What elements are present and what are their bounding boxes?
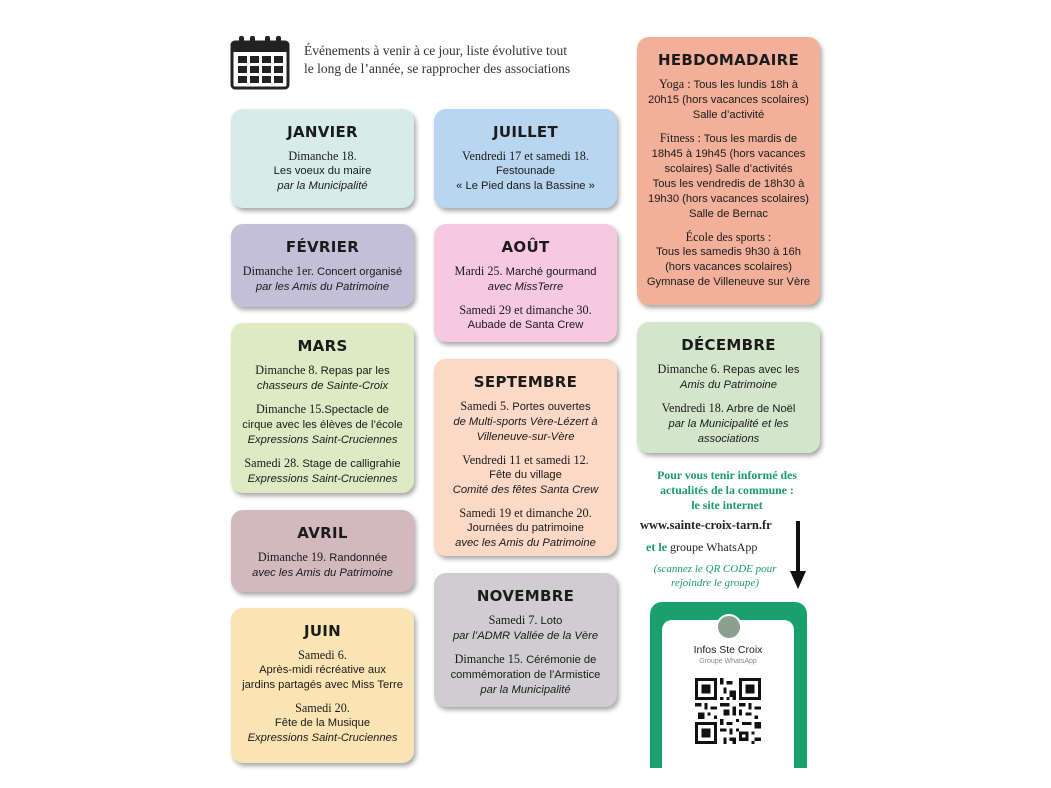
event: [440, 303, 611, 333]
event-organizer: associations: [697, 433, 760, 445]
event-line: jardins partagés avec Miss Terre: [242, 679, 403, 691]
event-line: Journées du patrimoine: [467, 522, 584, 534]
event-date: Dimanche 19.: [257, 550, 327, 564]
scan-line: (scannez le QR CODE pour: [653, 563, 777, 575]
event-date: Dimanche 8.: [255, 363, 318, 377]
whatsapp-prefix: et le: [646, 540, 667, 554]
header: [230, 34, 620, 94]
event-line: Salle d’activité: [692, 109, 765, 121]
month-title: AOÛT: [501, 238, 550, 256]
month-title: SEPTEMBRE: [473, 373, 578, 391]
event-organizer: par la Municipalité et les: [668, 418, 789, 430]
event-line: commémoration de l’Armistice: [450, 669, 601, 681]
event: [237, 648, 408, 693]
header-line-1: Événements à venir à ce jour, liste évolutive tout: [304, 43, 567, 58]
avatar: [716, 614, 742, 640]
event: [643, 401, 814, 447]
event: [440, 399, 611, 445]
activity-label: Yoga :: [658, 77, 691, 91]
event: [440, 506, 611, 551]
event-date: Vendredi 17 et samedi 18.: [462, 149, 589, 163]
event-organizer: Expressions Saint-Cruciennes: [247, 473, 398, 485]
event-organizer: Villeneuve-sur-Vère: [476, 431, 575, 443]
card-fevrier: [231, 224, 414, 307]
scan-line: rejoindre le groupe): [671, 577, 759, 589]
event-organizer: avec MissTerre: [487, 281, 564, 293]
event-ecole: [643, 230, 814, 290]
calendar-icon: [230, 34, 290, 90]
event: [237, 701, 408, 746]
event: [237, 550, 408, 581]
event-date: Samedi 6.: [298, 648, 347, 662]
event-organizer: par la Municipalité: [277, 180, 368, 192]
event-organizer: par les Amis du Patrimoine: [255, 281, 390, 293]
info-text: [638, 468, 816, 513]
event-line: Concert organisé: [313, 266, 403, 278]
month-title: FÉVRIER: [285, 238, 360, 256]
card-septembre: [434, 359, 617, 556]
event-line: Les voeux du maire: [273, 165, 372, 177]
event-date: Dimanche 1er.: [242, 264, 314, 278]
event-line: Tous les mardis de: [700, 133, 798, 145]
event-date: Samedi 20.: [295, 701, 350, 715]
card-juin: [231, 608, 414, 763]
event-line: Cérémonie de: [522, 654, 597, 666]
event-organizer: Amis du Patrimoine: [680, 379, 777, 391]
event-date: Samedi 7.: [488, 613, 538, 627]
event-organizer: par la Municipalité: [480, 684, 571, 696]
event: [237, 402, 408, 448]
event-date: Samedi 19 et dimanche 20.: [459, 506, 592, 520]
event-line: Tous les samedis 9h30 à 16h: [656, 246, 801, 258]
event-line: Spectacle de: [324, 404, 390, 416]
event: [237, 456, 408, 487]
event: [237, 149, 408, 194]
info-line: Pour vous tenir informé des: [657, 468, 797, 482]
event-organizer: par l’ADMR Vallée de la Vère: [452, 630, 599, 642]
event-line: Fête du village: [489, 469, 562, 481]
month-title: NOVEMBRE: [476, 587, 575, 605]
card-juillet: [434, 109, 617, 208]
event-line: 20h15 (hors vacances scolaires): [647, 94, 810, 106]
event-line: Salle de Bernac: [689, 208, 768, 220]
header-text: [304, 42, 624, 78]
card-aout: [434, 224, 617, 342]
scan-instructions: [640, 562, 790, 590]
event: [440, 652, 611, 698]
event-line: Gymnase de Villeneuve sur Vère: [646, 276, 811, 288]
event-line: Festounade: [495, 165, 556, 177]
event-line: Randonnée: [326, 552, 388, 564]
website-link[interactable]: www.sainte-croix-tarn.fr: [640, 518, 772, 532]
event: [440, 453, 611, 498]
card-hebdomadaire: [637, 37, 820, 305]
event-line: Repas par les: [317, 365, 390, 377]
card-janvier: [231, 109, 414, 208]
event: [440, 613, 611, 644]
qr-code-icon[interactable]: [695, 678, 761, 744]
event: [237, 363, 408, 394]
event-date: Samedi 28.: [244, 456, 300, 470]
event-line: « Le Pied dans la Bassine »: [456, 180, 595, 192]
event-organizer: chasseurs de Sainte-Croix: [256, 380, 389, 392]
event-organizer: avec les Amis du Patrimoine: [252, 567, 393, 579]
event-date: Vendredi 11 et samedi 12.: [462, 453, 589, 467]
event: [643, 362, 814, 393]
month-title: JANVIER: [287, 123, 358, 141]
info-line: le site internet: [691, 498, 763, 512]
qr-group-subtitle: Groupe WhatsApp: [699, 658, 757, 665]
month-title: HEBDOMADAIRE: [657, 51, 799, 69]
event-date: Dimanche 6.: [657, 362, 720, 376]
event-date: Vendredi 18.: [661, 401, 724, 415]
event-line: scolaires) Salle d’activités: [664, 163, 793, 175]
event-date: Samedi 29 et dimanche 30.: [459, 303, 592, 317]
whatsapp-text: [646, 540, 757, 555]
event-organizer: avec les Amis du Patrimoine: [455, 537, 596, 549]
event-line: (hors vacances scolaires): [665, 261, 792, 273]
whatsapp-label: groupe WhatsApp: [666, 540, 758, 554]
qr-group-title: Infos Ste Croix: [693, 644, 763, 656]
card-mars: [231, 323, 414, 493]
card-novembre: [434, 573, 617, 707]
event-line: Après-midi récréative aux: [259, 664, 386, 676]
event: [440, 149, 611, 194]
event-line: Fête de la Musique: [274, 717, 371, 729]
event-organizer: Expressions Saint-Cruciennes: [247, 434, 398, 446]
header-line-2: le long de l’année, se rapprocher des associations: [304, 61, 571, 76]
month-title: AVRIL: [297, 524, 348, 542]
event-date: Dimanche 18.: [288, 149, 357, 163]
activity-label: Fitness :: [659, 131, 701, 145]
event-organizer: Expressions Saint-Cruciennes: [247, 732, 398, 744]
info-line: actualités de la commune :: [660, 483, 794, 497]
event-fitness: [643, 131, 814, 222]
event-organizer: Comité des fêtes Santa Crew: [452, 484, 599, 496]
month-title: JUIN: [303, 622, 342, 640]
event-date: Dimanche 15.: [454, 652, 523, 666]
event-line: Portes ouvertes: [509, 401, 591, 413]
event-line: Aubade de Santa Crew: [467, 319, 584, 331]
card-decembre: [637, 322, 820, 453]
event-line: Arbre de Noël: [723, 403, 796, 415]
event-line: Loto: [537, 615, 563, 627]
whatsapp-qr-card[interactable]: [662, 620, 794, 768]
event-date: Mardi 25.: [454, 264, 503, 278]
event-line: Stage de calligrahie: [299, 458, 401, 470]
event: [440, 264, 611, 295]
activity-label: École des sports :: [685, 230, 772, 244]
event-line: Marché gourmand: [502, 266, 597, 278]
event-yoga: [643, 77, 814, 123]
event-line: 19h30 (hors vacances scolaires): [647, 193, 810, 205]
card-avril: [231, 510, 414, 592]
event-line: cirque avec les élèves de l’école: [242, 419, 403, 431]
month-title: MARS: [297, 337, 348, 355]
event-organizer: de Multi-sports Vère-Lézert à: [453, 416, 598, 428]
arrow-down-icon: [790, 521, 806, 591]
month-title: DÉCEMBRE: [681, 336, 776, 354]
event-line: 18h45 à 19h45 (hors vacances: [651, 148, 806, 160]
event-date: Dimanche 15.: [255, 402, 325, 416]
event-date: Samedi 5.: [460, 399, 510, 413]
event: [237, 264, 408, 295]
month-title: JUILLET: [492, 123, 559, 141]
event-line: Repas avec les: [719, 364, 800, 376]
event-line: Tous les lundis 18h à: [690, 79, 798, 91]
event-line: Tous les vendredis de 18h30 à: [652, 178, 805, 190]
